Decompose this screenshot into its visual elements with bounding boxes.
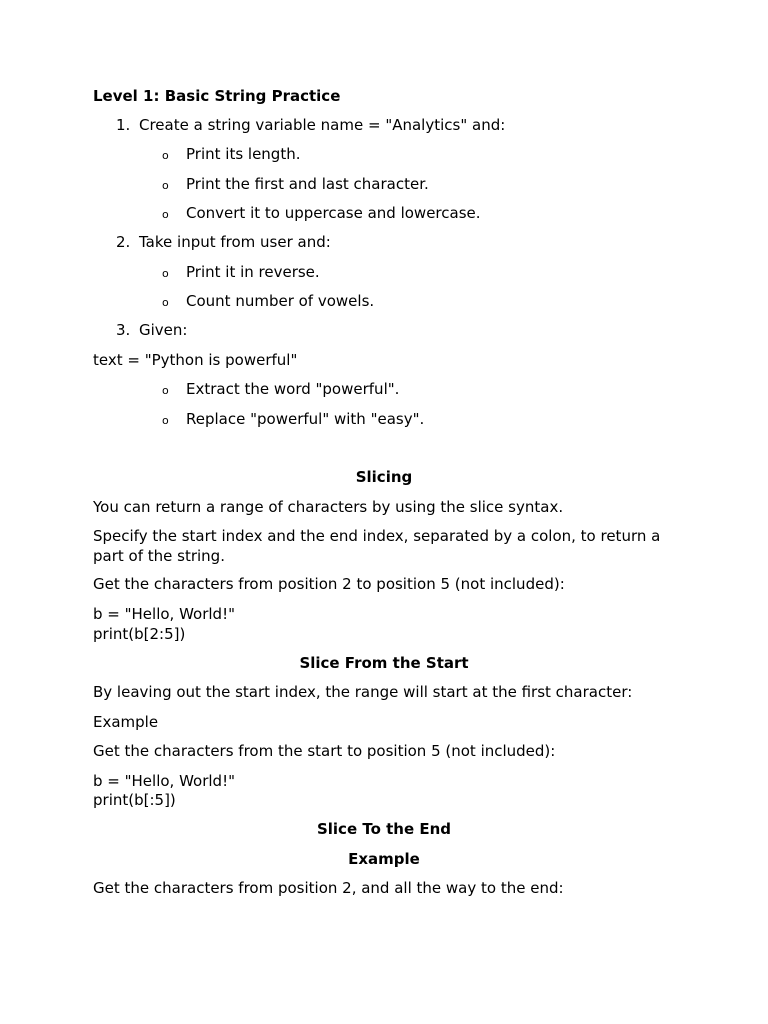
list-text: Create a string variable name = "Analytics" and: [139, 116, 506, 134]
sub-item: o Print it in reverse. [162, 262, 320, 284]
code-line: print(b[2:5]) [93, 625, 186, 643]
example-label: Example [93, 713, 159, 731]
paragraph: You can return a range of characters by using the slice syntax. [93, 498, 564, 516]
bullet-icon: o [162, 208, 169, 221]
list-item-2 [116, 232, 331, 252]
sub-item: o Print its length. [162, 144, 301, 166]
list-number: 2. [116, 233, 131, 251]
sub-item: o Convert it to uppercase and lowercase. [162, 203, 481, 225]
list-text: Take input from user and: [139, 233, 331, 251]
level1-heading: Level 1: Basic String Practice [93, 87, 341, 105]
list-text: Given: [139, 321, 188, 339]
bullet-icon: o [162, 149, 169, 162]
paragraph: By leaving out the start index, the range will start at the first character: [93, 683, 633, 701]
slice-start-heading: Slice From the Start [299, 654, 469, 672]
code-line: b = "Hello, World!" [93, 605, 235, 623]
sub-item: o Extract the word "powerful". [162, 379, 399, 401]
sub-item: o Replace "powerful" with "easy". [162, 409, 424, 431]
list-number: 3. [116, 321, 131, 339]
paragraph: Specify the start index and the end index, separated by a colon, to return a part of the string. [93, 527, 661, 565]
list-item-1 [116, 115, 505, 135]
bullet-icon: o [162, 384, 169, 397]
example-heading: Example [348, 850, 420, 868]
paragraph: Get the characters from position 2, and all the way to the end: [93, 879, 564, 897]
slice-end-heading: Slice To the End [316, 820, 452, 838]
slicing-heading: Slicing [355, 468, 413, 486]
bullet-icon: o [162, 296, 169, 309]
bullet-icon: o [162, 414, 169, 427]
paragraph: Get the characters from the start to position 5 (not included): [93, 742, 556, 760]
list-item-3 [116, 320, 187, 340]
bullet-icon: o [162, 267, 169, 280]
sub-item: o Count number of vowels. [162, 291, 374, 313]
list-number: 1. [116, 116, 131, 134]
paragraph: Get the characters from position 2 to position 5 (not included): [93, 575, 565, 593]
given-text: text = "Python is powerful" [93, 351, 298, 369]
code-line: print(b[:5]) [93, 791, 176, 809]
sub-item: o Print the first and last character. [162, 174, 429, 196]
bullet-icon: o [162, 179, 169, 192]
code-line: b = "Hello, World!" [93, 772, 235, 790]
